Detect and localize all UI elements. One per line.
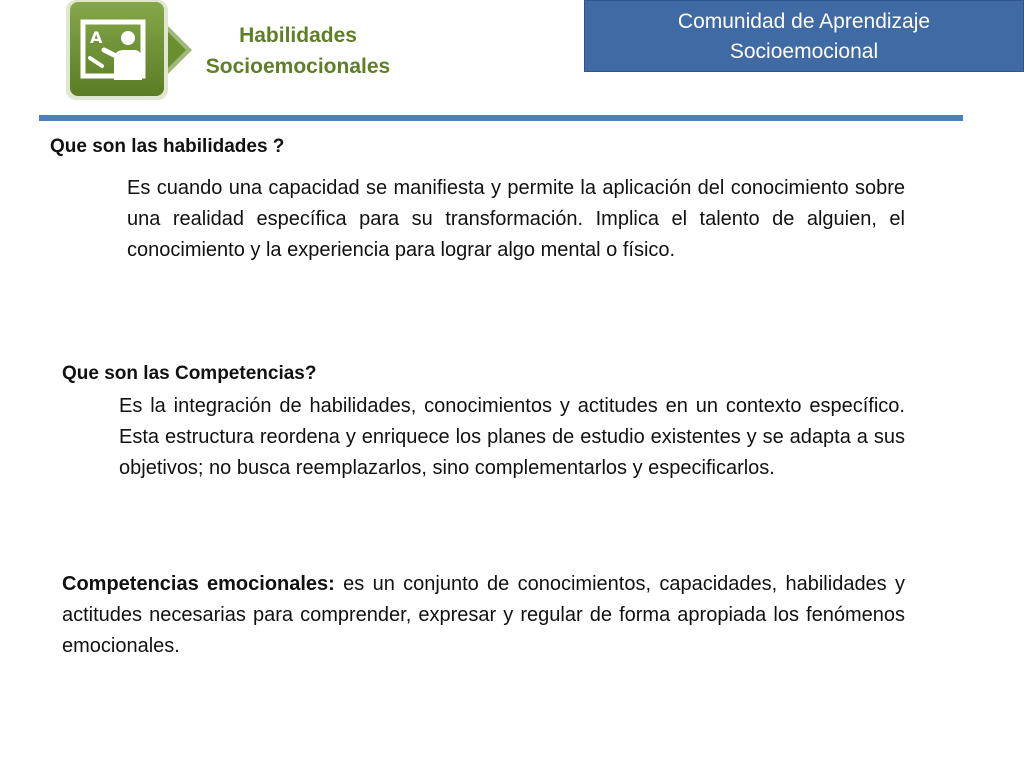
- section-heading-competencias: Que son las Competencias?: [62, 363, 317, 384]
- term-competencias-emocionales: Competencias emocionales:: [62, 573, 335, 595]
- section-competencias-emocionales: [62, 569, 905, 662]
- header-divider: [39, 115, 963, 121]
- teacher-board-icon: [64, 0, 194, 104]
- section-body-habilidades: Es cuando una capacidad se manifiesta y permite la aplicación del conocimiento sobre una realidad específica para su transformación. Implica el talento de alguien, el conocimiento y la experiencia para lograr algo mental o físico.: [127, 177, 905, 261]
- section-heading-habilidades: Que son las habilidades ?: [50, 136, 285, 157]
- section-body-competencias: Es la integración de habilidades, conocimientos y actitudes en un contexto específico. Esta estructura reordena y enriquece los planes de estudio existentes y se adapta a sus objetivos; no busca reemplazarlos, sino complementarlos y especificarlos.: [119, 395, 905, 479]
- banner-line-1: Comunidad de Aprendizaje: [677, 10, 931, 33]
- page-title: [196, 20, 400, 82]
- definition-competencias-emocionales: es un conjunto de conocimientos, capacidades, habilidades y actitudes necesarias para comprender, expresar y regular de forma apropiada los fenómenos emocionales.: [62, 573, 905, 657]
- community-banner: [584, 0, 1024, 72]
- title-line-2: Socioemocionales: [205, 55, 391, 78]
- banner-line-2: Socioemocional: [729, 40, 879, 63]
- title-line-1: Habilidades: [239, 24, 357, 47]
- svg-text:A: A: [90, 28, 103, 47]
